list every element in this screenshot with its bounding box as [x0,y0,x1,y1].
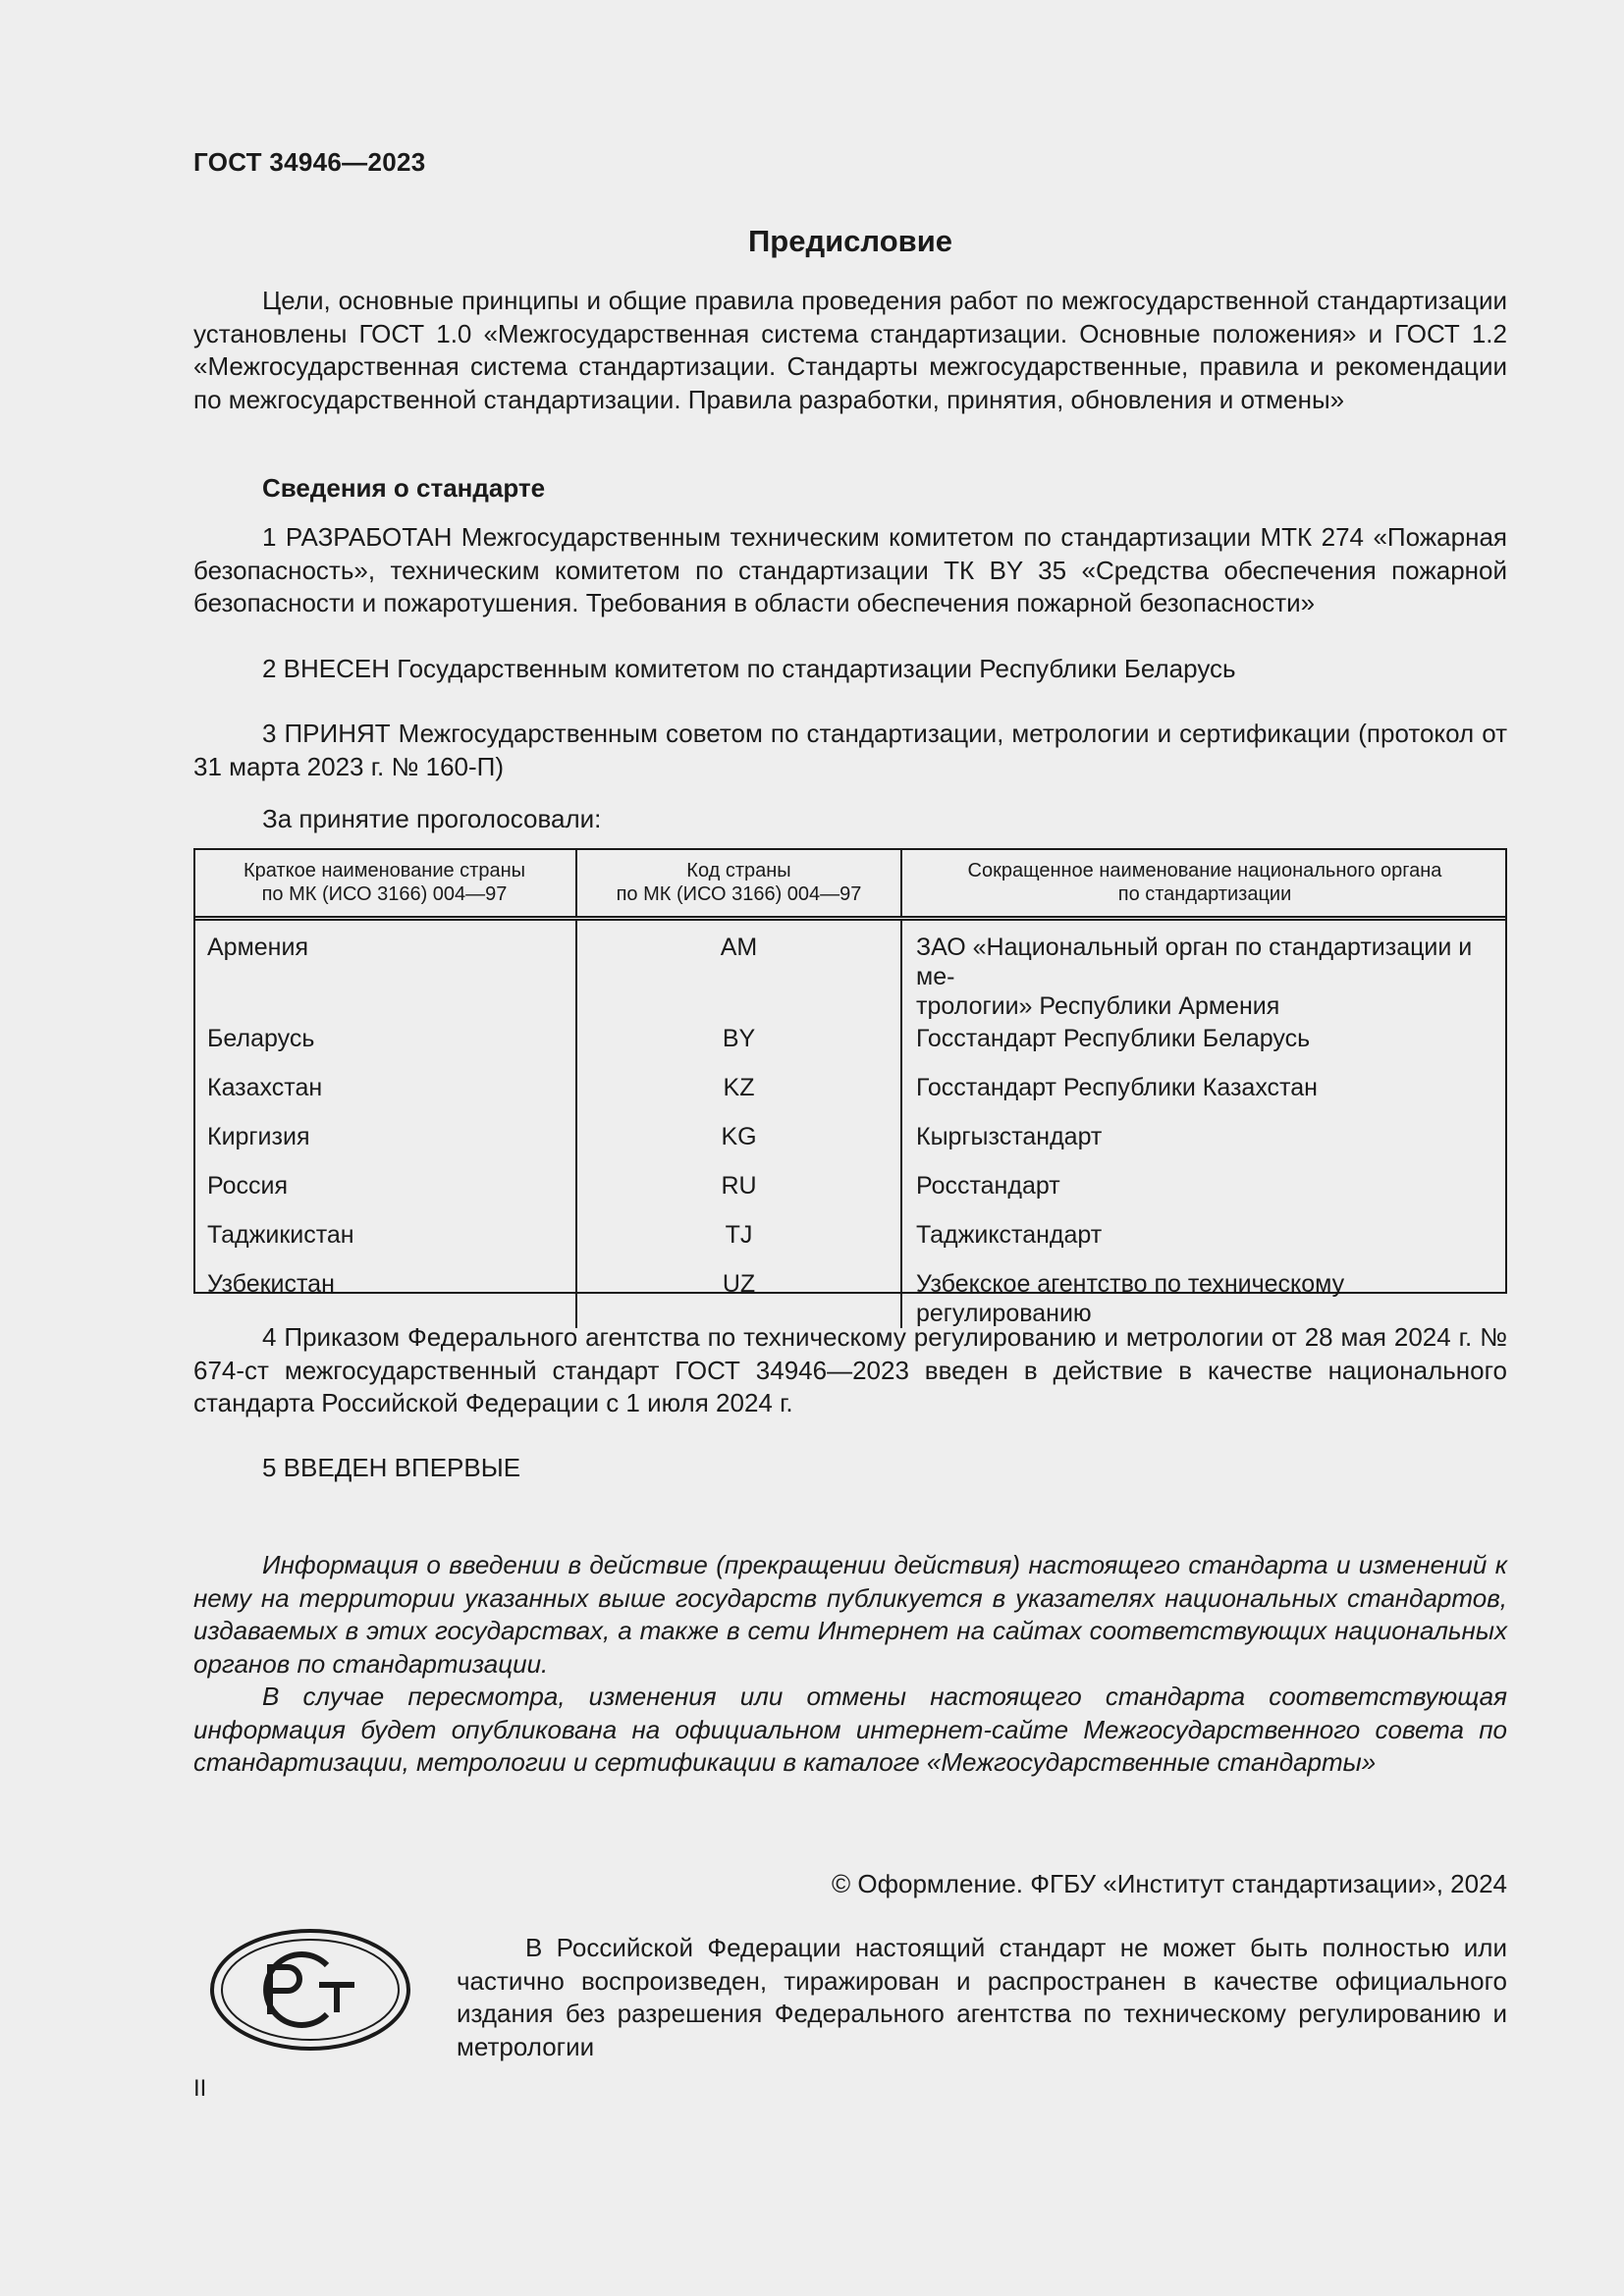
code-cell: AM [576,919,901,1022]
body-cell: Кыргызстандарт [916,1123,1103,1150]
country-cell: Казахстан [193,1073,576,1122]
copyright-line: © Оформление. ФГБУ «Институт стандартизации», 2024 [832,1869,1507,1898]
notice-paragraph-1: Информация о введении в действие (прекращении действия) настоящего стандарта и изменений к нему на территории указанных выше государств публикуется в указателях национальных стандартов, издаваемых в этих государствах, а также в сети Интернет на сайтах соответствующих национальных органов по стандартизации. [193,1550,1507,1679]
body-cell: Госстандарт Республики Казахстан [916,1074,1318,1101]
body-cell: Госстандарт Республики Беларусь [916,1025,1311,1052]
table-header-row [193,848,1507,919]
svg-text:РСТ: РСТ [209,1928,211,1929]
legal-notice: В Российской Федерации настоящий стандарт не может быть полностью или частично воспроизведен, тиражирован и распространен в качестве официального издания без разрешения Федерального агентства по техническому регулированию и метрологии [457,1933,1507,2061]
body-cell: Таджикстандарт [916,1221,1103,1249]
code-cell: TJ [576,1220,901,1269]
info-heading: Сведения о стандарте [262,473,546,503]
country-cell: Беларусь [193,1021,576,1073]
item-enacted: 4 Приказом Федерального агентства по техническому регулированию и метрологии от 28 мая 2024 г. № 674-ст межгосударственный стандарт ГОСТ 34946—2023 введен в действие в качестве национального стандарта Российской Федерации с 1 июля 2024 г. [193,1322,1507,1417]
header-code: Код страны по МК (ИСО 3166) 004—97 [576,848,901,919]
votes-intro: За принятие проголосовали: [262,804,602,833]
code-cell: KZ [576,1073,901,1122]
notice-block [193,1549,1507,1780]
country-cell: Киргизия [193,1122,576,1171]
table-row [193,919,1507,1022]
header-body: Сокращенное наименование национального органа по стандартизации [967,859,1442,905]
intro-paragraph: Цели, основные принципы и общие правила проведения работ по межгосударственной стандартизации установлены ГОСТ 1.0 «Межгосударственная система стандартизации. Основные положения» и ГОСТ 1.2 «Межгосударственная система стандартизации. Стандарты межгосударственные, правила и рекомендации по межгосударственной стандартизации. Правила разработки, принятия, обновления и отмены» [193,286,1507,414]
standard-code: ГОСТ 34946—2023 [193,147,426,177]
country-cell: Россия [193,1171,576,1220]
table-row [193,1122,1507,1171]
body-cell: Узбекское агентство по техническому регулированию [916,1270,1345,1327]
table-row [193,1171,1507,1220]
voting-countries-table [193,848,1507,1328]
country-cell: Узбекистан [193,1269,576,1328]
page-title: Предисловие [747,224,952,258]
code-cell: KG [576,1122,901,1171]
item-developed: 1 РАЗРАБОТАН Межгосударственным техническим комитетом по стандартизации МТК 274 «Пожарная безопасность», техническим комитетом по стандартизации ТК BY 35 «Средства обеспечения пожарной безопасности и пожаротушения. Требования в области обеспечения пожарной безопасности» [193,522,1507,617]
item-submitted: 2 ВНЕСЕН Государственным комитетом по стандартизации Республики Беларусь [262,654,1236,683]
notice-paragraph-2: В случае пересмотра, изменения или отмены настоящего стандарта соответствующая информация будет опубликована на официальном интернет-сайте Межгосударственного совета по стандартизации, метрологии и сертификации в каталоге «Межгосударственные стандарты» [193,1682,1507,1777]
country-cell: Армения [193,919,576,1022]
code-cell: RU [576,1171,901,1220]
item-adopted: 3 ПРИНЯТ Межгосударственным советом по стандартизации, метрологии и сертификации (протокол от 31 марта 2023 г. № 160-П) [193,719,1507,781]
header-country: Краткое наименование страны по МК (ИСО 3166) 004—97 [193,848,576,919]
table-row [193,1073,1507,1122]
table-row [193,1220,1507,1269]
code-cell: UZ [576,1269,901,1328]
country-cell: Таджикистан [193,1220,576,1269]
page-number: II [193,2075,207,2102]
rst-certification-mark-icon [209,1928,411,2052]
item-first-introduced: 5 ВВЕДЕН ВПЕРВЫЕ [262,1453,521,1482]
code-cell: BY [576,1021,901,1073]
body-cell: ЗАО «Национальный орган по стандартизации и ме- трологии» Республики Армения [916,934,1473,1020]
table-row [193,1269,1507,1328]
table-row [193,1021,1507,1073]
body-cell: Росстандарт [916,1172,1060,1200]
